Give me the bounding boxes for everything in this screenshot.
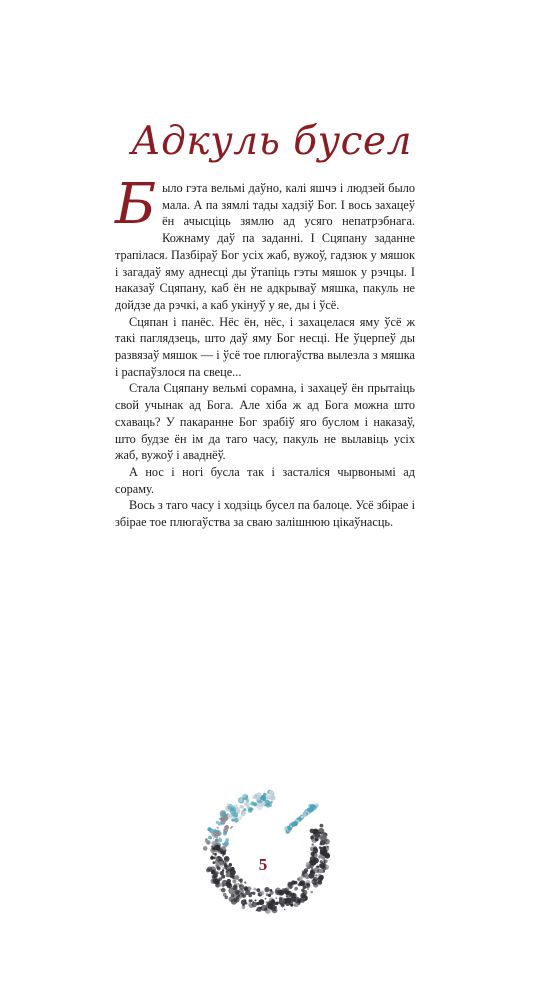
ornament-bead: [250, 900, 252, 902]
ornament-bead: [221, 888, 226, 893]
ornament-bead: [222, 869, 224, 871]
ornament-bead: [318, 867, 320, 869]
ornament-bead: [244, 802, 248, 806]
ornament-bead: [275, 897, 277, 899]
ornament-bead: [266, 797, 269, 800]
ornament-bead: [307, 888, 309, 890]
ornament-bead: [313, 868, 316, 871]
ornament-bead: [244, 881, 246, 883]
ornament-bead: [231, 899, 237, 905]
ornament-bead: [299, 884, 301, 886]
ornament-bead: [257, 902, 260, 905]
story-paragraph: Сцяпан і панёс. Нёс ён, нёс, і захацелася яму ўсё ж такі паглядзець, што даў яму Бог несці. Не ўцерпеў ды развязаў мяшок — і ўсё тое плюгаўства вылезла з мяшка і распаўзлося па свеце...: [115, 314, 415, 379]
story-paragraph: А нос і ногі бусла так і засталіся чырвонымі ад сораму.: [115, 464, 415, 496]
ornament-bead: [294, 897, 300, 903]
ornament-bead: [250, 892, 252, 894]
ornament-bead: [261, 795, 266, 800]
ornament-bead: [301, 889, 304, 892]
ornament-bead: [283, 899, 285, 901]
ornament-bead: [310, 836, 314, 840]
ornament-bead: [216, 866, 219, 869]
ornament-bead: [320, 863, 326, 869]
ornament-bead: [238, 895, 240, 897]
ornament-bead: [206, 868, 210, 872]
ornament-bead: [207, 827, 211, 831]
ornament-bead: [211, 841, 216, 846]
ornament-bead: [223, 893, 227, 897]
ornament-bead: [270, 889, 273, 892]
ornament-bead: [325, 860, 328, 863]
ornament-bead: [327, 846, 329, 848]
ornament-bead: [212, 878, 218, 884]
ornament-bead: [250, 801, 254, 805]
ornament-bead: [242, 794, 246, 798]
ornament-bead: [241, 811, 246, 816]
ornament-bead: [281, 903, 285, 907]
ornament-bead: [248, 797, 250, 799]
ornament-bead: [245, 810, 247, 812]
ornament-bead: [203, 846, 208, 851]
ornament-bead: [319, 854, 323, 858]
ornament-bead: [310, 860, 315, 865]
ornament-bead: [271, 801, 273, 803]
ornament-bead: [215, 845, 221, 851]
ornament-bead: [274, 909, 276, 911]
ornament-bead: [310, 829, 315, 834]
ornament-bead: [268, 901, 272, 905]
ornament-bead: [320, 824, 324, 828]
ornament-bead: [240, 881, 242, 883]
ornament-bead: [270, 905, 272, 907]
ornament-bead: [222, 880, 228, 886]
ornament-bead: [256, 888, 260, 892]
drop-cap-letter: Б: [115, 172, 157, 237]
ornament-bead: [252, 892, 255, 895]
ornament-bead: [224, 857, 227, 860]
ornament-bead: [251, 808, 253, 810]
ornament-bead: [289, 902, 292, 905]
ornament-bead: [320, 850, 325, 855]
ornament-bead: [244, 888, 247, 891]
ornament-bead: [238, 883, 240, 885]
ornament-bead: [311, 852, 315, 856]
ornament-bead: [325, 852, 329, 856]
ornament-bead: [291, 880, 295, 884]
ornament-bead: [278, 891, 281, 894]
ornament-bead: [222, 850, 226, 854]
ornament-bead: [261, 905, 267, 911]
ornament-bead: [312, 843, 314, 845]
ornament-bead: [234, 883, 238, 887]
story-title: Адкуль бусел: [131, 119, 412, 164]
ornament-bead: [215, 871, 219, 875]
ornament-bead: [230, 827, 232, 829]
ornament-bead: [230, 890, 233, 893]
story-text: [115, 172, 415, 531]
ornament-bead: [213, 837, 215, 839]
paragraph-text: ыло гэта вельмі даўно, калі яшчэ і людзей было мала. А па зямлі тады хадзіў Бог. І вось захацеў ён ачысціць зямлю ад усяго непатрэбнага. Кожнаму даў па заданні. І Сцяпану заданне трапілася. Пазбіраў Бог усіх жаб, вужоў, гадзюк у мяшок і загадаў яму аднесці ды ўтапіць гэты мяшок у рэчцы. І наказаў Сцяпану, каб ён не адкрываў мяшка, пакуль не дойдзе да рэчкі, а каб укінуў у яе, ды і ўсё.: [115, 181, 415, 312]
ornament-bead: [223, 831, 227, 835]
ornament-bead: [255, 899, 257, 901]
ornament-bead: [242, 905, 246, 909]
story-paragraph: Вось з таго часу і ходзіць бусел па балоце. Усё збірае і збірае тое плюгаўства за сваю залішнюю цікаўнасць.: [115, 498, 415, 530]
story-paragraph: Стала Сцяпану вельмі сорамна, і захацеў ён прытаіць свой учынак ад Бога. Але хіба ж ад Бога можна што схаваць? У пакаранне Бог зрабіў яго буслом і наказаў, што будзе ён ім да таго часу, пакуль не вылавіць усіх жаб, вужоў і аваднёў.: [115, 381, 415, 463]
ornament-bead: [219, 818, 221, 820]
ornament-bead: [268, 894, 271, 897]
ornament-bead: [211, 831, 217, 837]
ornament-bead: [214, 853, 217, 856]
ornament-bead: [243, 895, 245, 897]
ornament-bead: [233, 813, 238, 818]
ornament-bead: [212, 853, 214, 855]
ornament-bead: [252, 901, 254, 903]
ornament-bead: [235, 890, 240, 895]
ornament-bead: [301, 816, 304, 819]
ornament-bead: [211, 870, 214, 873]
ornament-bead: [235, 875, 240, 880]
ornament-bead: [216, 821, 219, 824]
ornament-bead: [224, 841, 229, 846]
ornament-bead: [222, 816, 228, 822]
ornament-bead: [227, 803, 230, 806]
ornament-bead: [221, 875, 225, 879]
ornament-bead: [216, 856, 222, 862]
ornament-bead: [223, 861, 226, 864]
ornament-bead: [232, 879, 236, 883]
ornament-bead: [254, 793, 260, 799]
ornament-bead: [319, 869, 324, 874]
ornament-bead: [282, 888, 287, 893]
ornament-bead: [315, 874, 317, 876]
ornament-bead: [241, 806, 244, 809]
ornament-bead: [239, 798, 243, 802]
ornament-bead: [227, 869, 230, 872]
ornament-bead: [222, 867, 225, 870]
ornament-bead: [213, 857, 215, 859]
ornament-bead: [208, 836, 212, 840]
ornament-bead: [311, 879, 317, 885]
ornament-bead: [265, 898, 267, 900]
ornament-bead: [266, 901, 268, 903]
ornament-bead: [304, 874, 308, 878]
ornament-bead: [286, 896, 288, 898]
ornament-bead: [264, 887, 269, 892]
ornament-bead: [305, 883, 311, 889]
ornament-bead: [293, 821, 298, 826]
ornament-bead: [238, 816, 242, 820]
story-paragraph: [115, 172, 415, 314]
ornament-bead: [311, 808, 313, 810]
ornament-bead: [324, 839, 330, 845]
ornament-bead: [298, 876, 303, 881]
ornament-bead: [259, 891, 264, 896]
ornament-bead: [294, 889, 296, 891]
ornament-bead: [206, 840, 210, 844]
ornament-bead: [231, 894, 235, 898]
ornament-bead: [300, 893, 306, 899]
ornament-bead: [218, 861, 223, 866]
page-number: 5: [258, 855, 268, 874]
ornament-bead: [223, 811, 225, 813]
ornament-bead: [217, 827, 219, 829]
ornament-bead: [269, 790, 274, 795]
ornament-bead: [228, 814, 233, 819]
ornament-bead: [294, 904, 296, 906]
ornament-bead: [219, 837, 221, 839]
ornament-bead: [238, 879, 241, 882]
ornament-bead: [290, 826, 292, 828]
beaded-circle-ornament-icon: [198, 770, 338, 920]
ornament-bead: [313, 847, 318, 852]
ornament-bead: [312, 804, 315, 807]
ornament-bead: [284, 909, 286, 911]
ornament-bead: [275, 902, 278, 905]
ornament-bead: [229, 863, 233, 867]
ornament-bead: [319, 875, 324, 880]
ornament-bead: [311, 891, 313, 893]
ornament-bead: [245, 902, 248, 905]
ornament-bead: [217, 830, 219, 832]
ornament-bead: [239, 884, 242, 887]
ornament-bead: [310, 848, 313, 851]
ornament-bead: [271, 900, 275, 904]
ornament-bead: [219, 889, 221, 891]
ornament-bead: [231, 867, 235, 871]
ornament-bead: [226, 871, 228, 873]
ornament-bead: [301, 899, 305, 903]
ornament-bead: [319, 832, 321, 834]
ornament-bead: [225, 825, 229, 829]
ornament-bead: [274, 906, 277, 909]
ornament-bead: [253, 888, 256, 891]
